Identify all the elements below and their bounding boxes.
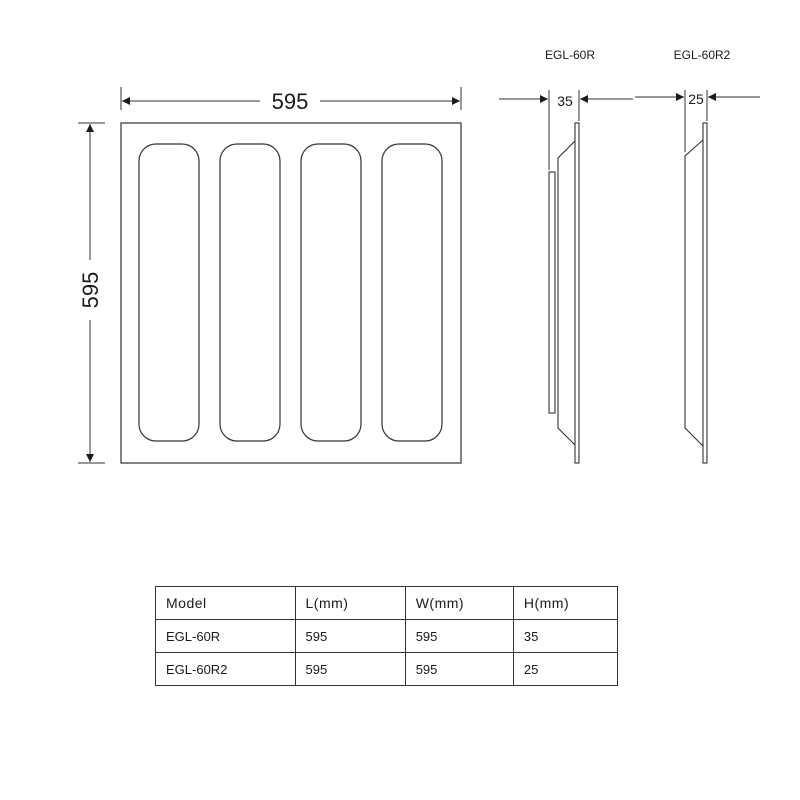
- height-dimension: [78, 123, 105, 463]
- compartment-2: [220, 144, 280, 441]
- table-header-length: L(mm): [295, 587, 405, 620]
- table-header-height: H(mm): [513, 587, 617, 620]
- table-header-model: Model: [156, 587, 296, 620]
- depth-dimension-egl-60r: [499, 90, 633, 170]
- width-dimension-label: 595: [271, 89, 309, 114]
- table-header-row: [156, 587, 618, 620]
- height-dimension-label: 595: [78, 271, 103, 309]
- table-cell-width: 595: [405, 620, 513, 653]
- side-view-egl-60r: [549, 123, 579, 463]
- side-view-model-label-egl-60r: EGL-60R: [544, 48, 596, 62]
- table-cell-length: 595: [295, 620, 405, 653]
- front-view: [121, 123, 461, 463]
- tray-outline: [121, 123, 461, 463]
- table-cell-model: EGL-60R2: [156, 653, 296, 686]
- side-view-model-label-egl-60r2: EGL-60R2: [673, 48, 731, 62]
- table-row: [156, 653, 618, 686]
- depth-dimension-label-egl-60r: 35: [557, 93, 573, 109]
- compartment-3: [301, 144, 361, 441]
- depth-dimension-label-egl-60r2: 25: [688, 91, 704, 107]
- compartment-1: [139, 144, 199, 441]
- table-cell-model: EGL-60R: [156, 620, 296, 653]
- table-header-width: W(mm): [405, 587, 513, 620]
- table-cell-length: 595: [295, 653, 405, 686]
- table-cell-width: 595: [405, 653, 513, 686]
- table-cell-height: 25: [513, 653, 617, 686]
- depth-dimension-egl-60r2: [635, 90, 760, 152]
- width-dimension: [121, 87, 461, 114]
- spec-table: [155, 586, 618, 686]
- side-view-egl-60r2: [685, 123, 707, 463]
- table-row: [156, 620, 618, 653]
- compartment-4: [382, 144, 442, 441]
- table-cell-height: 35: [513, 620, 617, 653]
